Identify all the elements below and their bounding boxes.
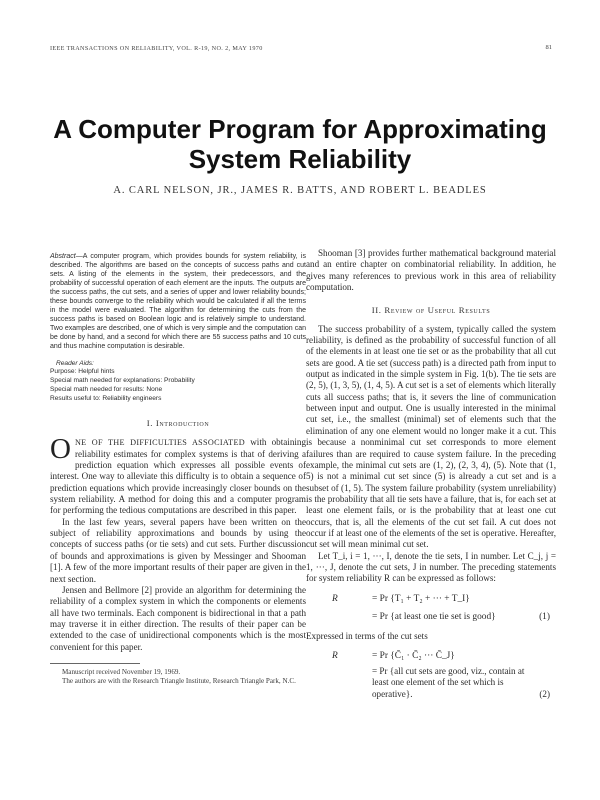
section-heading-introduction: I. Introduction [146,418,210,429]
footnote-affiliation: The authors are with the Research Triangle Institute, Research Triangle Park, N.C. [62,676,296,685]
review-paragraph-2: Let T_i, i = 1, ···, I, denote the tie sets, I in number. Let C_j, j = 1, ···, J, denote the cut sets, J in number. The preceding statements for system reliability R can be expressed as follows: [306,550,556,584]
intro-paragraph-1 [50,433,306,516]
section-heading-review: II. Review of Useful Results [371,305,491,316]
reader-aids-title: Reader Aids: [56,359,94,367]
equation-1-number: (1) [539,611,550,622]
left-column [50,252,306,686]
abstract-text: —A computer program, which provides bounds for system reliability, is described. The algorithms are based on the concepts of success paths and cut sets. A listing of the elements in the system, their predecessors, and the probability of successful operation of each element are the inputs. The outputs are the success paths, the cut sets, and a series of upper and lower reliability bounds; these bounds converge to the reliability which would be calculated if all the terms in the model were evaluated. The algorithm for determining the cuts from the success paths is based on Boolean logic and is relatively simple to understand. Two examples are described, one of which is very simple and the computation can be done by hand, and a second for which there are 55 success paths and 10 cuts and thus machine computation is desirable. [50,253,306,351]
abstract-label: Abstract [50,253,76,260]
review-paragraph-3: Expressed in terms of the cut sets [306,630,428,641]
right-column [306,248,556,704]
equation-2-rhs: = Pr {C̄₁ · C̄₂ ··· C̄_J} [372,650,455,661]
drop-cap: O [50,433,71,466]
equation-1-lhs: R [332,593,338,604]
intro-paragraph-1-text: with obtaining reliability estimates for complex systems is that of deriving a prediction equation which expresses all possible events of interest. One way to alleviate this difficulty is to obtain a sequence of prediction equations which provide increasingly closer bounds on the system reliability. A method for doing this and a computer program for performing the tedious computations are described in this paper. [50,437,306,516]
footnote-received: Manuscript received November 19, 1969. [62,667,181,676]
paper-title [0,114,600,174]
equation-1-rhs-line-2: = Pr {at least one tie set is good} [372,611,496,622]
authors: A. CARL NELSON, JR., JAMES R. BATTS, AND ROBERT L. BEADLES [113,185,487,196]
equation-1 [306,591,556,627]
intro-paragraph-3: Jensen and Bellmore [2] provide an algorithm for determining the reliability of a complex system in which the components or elements all have two terminals. Each component is bidirectional in that a path may traverse it in either direction. The results of their paper can be extended to the case of unidirectional components which is the most convenient for this paper. [50,584,306,652]
reader-aid-item: Special math needed for explanations: Probability [50,377,195,385]
review-paragraph-1: The success probability of a system, typically called the system reliability, is defined as the probability of successful function of all of the elements in at least one tie set or as the probability that all cut sets are good. A tie set (success path) is a directed path from input to output as indicated in the simple system in Fig. 1(b). The tie sets are (2, 5), (1, 3, 5), (1, 4, 5). A cut set is a set of elements which literally cuts all success paths; that is, it severs the line of communication between input and output. One is usually interested in the minimal cut set, i.e., the smallest (minimal) set of elements such that the elimination of any one element would no longer make it a cut. This is because a nonminimal cut set corresponds to more element failures than are required to cause system failure. In the preceding example, the minimal cut sets are (1, 2), (2, 3, 4), (5). Note that (1, 5) is not a minimal cut set since (5) is already a cut set and is a subset of (1, 5). The system failure probability (system unreliability) is the probability that all tie sets have a failure, that is, for each set at least one element fails, or is the probability that at least one cut occurs, that is, all the elements of the cut set fail. A cut does not occur if at least one of the elements of the set is operative. Hereafter, cut set will mean minimal cut set. [306,323,556,550]
reader-aid-item: Purpose: Helpful hints [50,368,115,376]
title-line-1: A Computer Program for Approximating [53,114,547,144]
page-number: 81 [545,44,552,51]
drop-cap-rest: NE OF THE DIFFICULTIES ASSOCIATED [74,438,245,448]
equation-1-rhs: = Pr {T₁ + T₂ + ··· + T_I} [372,593,470,604]
reader-aid-item: Results useful to: Reliability engineers [50,395,162,403]
reader-aids [50,360,306,405]
intro-paragraph-2: In the last few years, several papers have been written on the subject of reliability approximations and bounds by using the concepts of success paths (or tie sets) and cut sets. Further discussion of bounds and approximations is given by Messinger and Shooman [1]. A few of the more important results of their paper are given in the next section. [50,516,306,584]
equation-2-number: (2) [539,688,550,699]
running-head: IEEE TRANSACTIONS ON RELIABILITY, VOL. R-19, NO. 2, MAY 1970 [50,45,263,52]
right-intro-paragraph: Shooman [3] provides further mathematical background material and an entire chapter on combinatorial reliability. In addition, he gives many references to previous work in this area of reliability computation. [306,248,556,293]
equation-2-lhs: R [332,650,338,661]
footnote-rule [50,663,140,664]
reader-aid-item: Special math needed for results: None [50,386,163,394]
title-line-2: System Reliability [188,144,412,174]
equation-2 [306,648,556,700]
equation-2-rhs-line-2: = Pr {all cut sets are good, viz., contain at least one element of the set which is operative}. [372,665,525,699]
abstract [50,252,306,352]
